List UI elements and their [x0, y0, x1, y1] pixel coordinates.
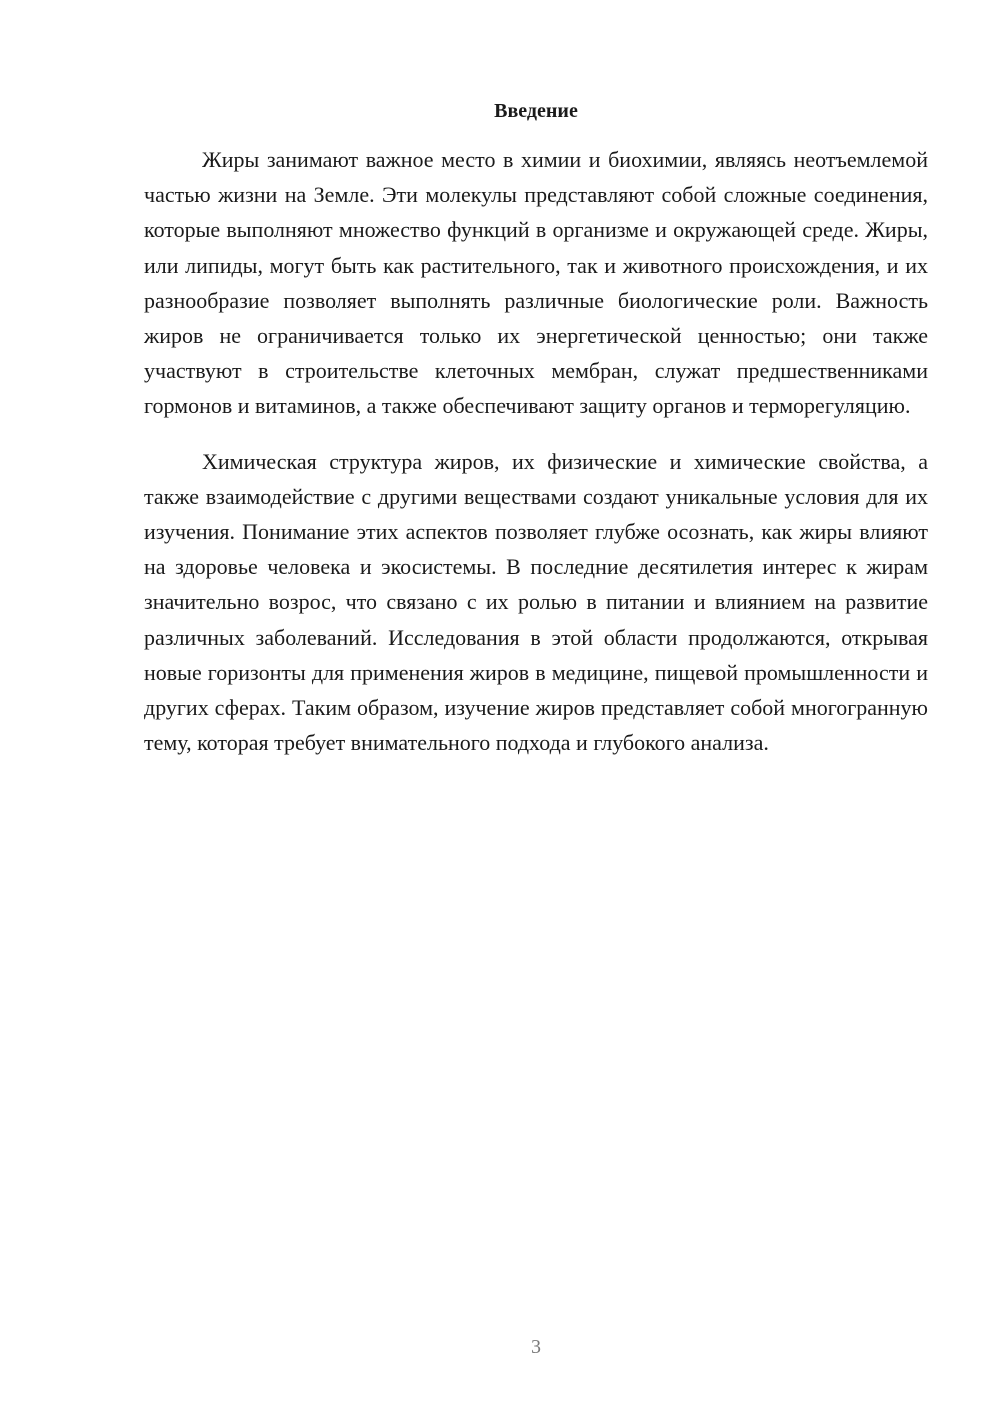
section-heading: Введение: [494, 100, 578, 122]
page-number: 3: [531, 1336, 541, 1358]
paragraph-1: Жиры занимают важное место в химии и биохимии, являясь неотъемлемой частью жизни на Земле. Эти молекулы представляют собой сложные соединения, которые выполняют множество функций в организме и окружающей среде. Жиры, или липиды, могут быть как растительного, так и животного происхождения, и их разнообразие позволяет выполнять различные биологические роли. Важность жиров не ограничивается только их энергетической ценностью; они также участвуют в строительстве клеточных мембран, служат предшественниками гормонов и витаминов, а также обеспечивают защиту органов и терморегуляцию.: [144, 147, 928, 419]
body-text: [144, 142, 928, 780]
paragraph-2: Химическая структура жиров, их физические и химические свойства, а также взаимодействие с другими веществами создают уникальные условия для их изучения. Понимание этих аспектов позволяет глубже осознать, как жиры влияют на здоровье человека и экосистемы. В последние десятилетия интерес к жирам значительно возрос, что связано с их ролью в питании и влиянием на развитие различных заболеваний. Исследования в этой области продолжаются, открывая новые горизонты для применения жиров в медицине, пищевой промышленности и других сферах. Таким образом, изучение жиров представляет собой многогранную тему, которая требует внимательного подхода и глубокого анализа.: [144, 448, 928, 756]
